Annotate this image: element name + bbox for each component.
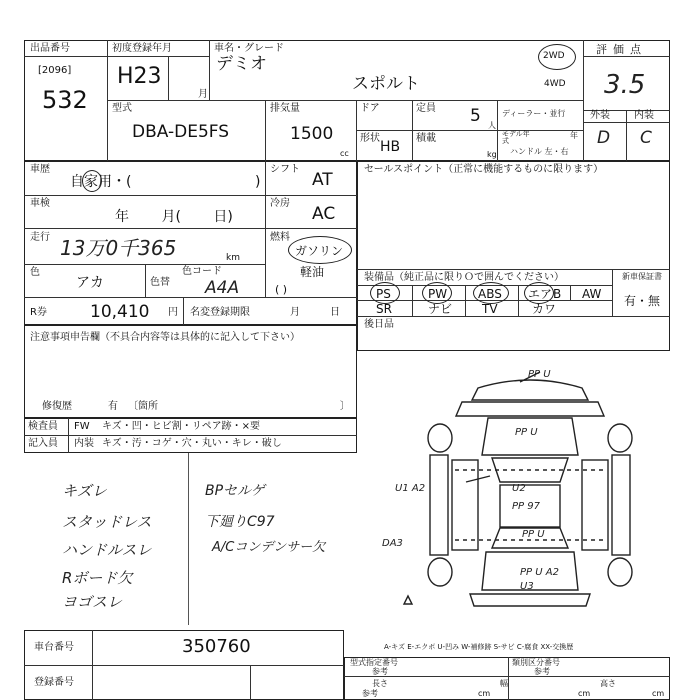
type-ref-label: 参考 xyxy=(372,667,388,676)
equipment-ps: PS xyxy=(376,287,391,301)
color-value: アカ xyxy=(76,275,104,291)
car-name-label: 車名・グレード xyxy=(214,43,284,54)
chassis-number: 350760 xyxy=(182,636,251,657)
drive-2wd: 2WD xyxy=(543,51,565,61)
equipment-aw: AW xyxy=(582,287,602,301)
model-code: DBA-DE5FS xyxy=(132,122,230,142)
ref-label-bottom: 参考 xyxy=(362,689,378,698)
equipment-b: B xyxy=(553,287,562,301)
note-right-1: BPセルゲ xyxy=(205,483,265,499)
fw-label: FW xyxy=(74,421,90,432)
model-year-label: モデル年式 xyxy=(502,130,530,145)
equipment-label: 装備品（純正品に限りＯで囲んでください） xyxy=(364,272,564,283)
shift-label: シフト xyxy=(270,164,300,175)
capacity-label: 定員 xyxy=(416,103,436,114)
note-left-1: キズレ xyxy=(62,482,107,500)
lot-code: [2096] xyxy=(38,65,72,76)
mileage-value: 13万0千365 xyxy=(60,236,177,260)
mileage-label: 走行 xyxy=(30,232,50,243)
first-reg-label: 初度登録年月 xyxy=(112,43,172,54)
repair-close: 〕 xyxy=(340,401,350,412)
dealer-label: ディーラー・並行 xyxy=(502,109,566,118)
note-left-4: Rボード欠 xyxy=(62,569,133,587)
color-no-label: 色替 xyxy=(150,277,170,288)
damage-legend: A-キズ E-エクボ U-凹み W-補修跡 S-サビ C-腐食 XX-交換歴 xyxy=(384,643,574,651)
km-unit: km xyxy=(226,253,240,263)
width-unit: cm xyxy=(578,689,591,698)
car-grade: スポルト xyxy=(352,74,420,94)
history-value: 自家用・( xyxy=(70,174,132,190)
registration-label: 登録番号 xyxy=(34,677,74,688)
equipment-navi: ナビ xyxy=(428,302,453,316)
category-label: 類別区分番号 xyxy=(512,658,560,667)
capacity-unit: 人 xyxy=(488,121,496,130)
model-year-unit: 年 xyxy=(570,131,578,140)
note-left-3: ハンドルスレ xyxy=(62,541,152,559)
load-label: 積載 xyxy=(416,133,436,144)
history-label: 車歴 xyxy=(30,164,50,175)
rating-score: 3.5 xyxy=(604,70,646,100)
ac-value: AC xyxy=(312,204,336,224)
color-label: 色 xyxy=(30,267,40,278)
post-date-label: 後日品 xyxy=(364,319,394,330)
mark-front: PP U xyxy=(528,369,551,380)
inspector-label: 検査員 xyxy=(28,421,58,432)
note-right-3: A/Cコンデンサー欠 xyxy=(212,540,326,555)
warranty-value: 有・無 xyxy=(624,294,661,308)
history-close-paren: ) xyxy=(255,174,261,190)
displacement-value: 1500 xyxy=(290,124,334,144)
color-code-value: A4A xyxy=(205,278,240,298)
equipment-tv: TV xyxy=(482,302,498,316)
entry-label: 記入員 xyxy=(28,438,58,449)
displacement-label: 排気量 xyxy=(270,103,300,114)
mark-roof-pp: PP 97 xyxy=(512,501,540,512)
recycle-label: R券 xyxy=(30,307,47,318)
transfer-day: 日 xyxy=(330,307,340,318)
model-label: 型式 xyxy=(112,103,132,114)
mark-roof-u2: U2 xyxy=(512,483,526,494)
fuel-label: 燃料 xyxy=(270,232,290,243)
fw-items: キズ・凹・ヒビ割・リペア跡・×要 xyxy=(102,421,260,432)
lot-number: 532 xyxy=(42,86,88,114)
recycle-amount: 10,410 xyxy=(90,302,150,322)
sales-point-label: セールスポイント（正常に機能するものに限ります） xyxy=(364,164,604,175)
note-left-2: スタッドレス xyxy=(62,513,152,531)
equipment-pw: PW xyxy=(428,287,448,301)
handle-label: ハンドル 左・右 xyxy=(510,147,569,156)
warranty-label: 新車保証書 xyxy=(622,272,662,281)
inspection-value: 年 月( 日) xyxy=(115,209,233,225)
mark-hood: PP U xyxy=(515,427,538,438)
kg-unit: kg xyxy=(487,150,497,159)
fuel-diesel: 軽油 xyxy=(300,265,325,279)
fuel-gas: ガソリン xyxy=(295,244,344,258)
equipment-leather: カワ xyxy=(532,302,557,316)
interior-label: 内装 xyxy=(634,110,654,121)
equipment-abs: ABS xyxy=(478,287,502,301)
transfer-label: 名変登録期限 xyxy=(190,307,250,318)
exterior-grade: D xyxy=(597,128,611,148)
note-left-5: ヨゴスレ xyxy=(62,593,123,611)
interior-check-label: 内装 xyxy=(74,438,94,449)
drive-4wd: 4WD xyxy=(544,79,566,89)
exterior-label: 外装 xyxy=(590,110,610,121)
transfer-month: 月 xyxy=(290,307,300,318)
cc-unit: cc xyxy=(340,149,349,158)
ac-label: 冷房 xyxy=(270,198,290,209)
first-reg-month-unit: 月 xyxy=(198,89,208,100)
color-code-label: 色コード xyxy=(182,266,222,277)
length-unit: cm xyxy=(478,689,491,698)
car-name: デミオ xyxy=(216,54,267,74)
mark-trunk: PP U A2 U3 xyxy=(520,567,559,592)
length-label: 長さ xyxy=(372,679,388,688)
equipment-sr: SR xyxy=(376,302,392,316)
repair-label: 修復歴 xyxy=(42,401,72,412)
height-label: 高さ xyxy=(600,679,616,688)
shift-value: AT xyxy=(312,170,333,190)
chassis-label: 車台番号 xyxy=(34,642,74,653)
mark-left-door: U1 A2 xyxy=(395,483,426,494)
first-reg-year: H23 xyxy=(117,64,162,89)
notes-label: 注意事項申告欄（不具合内容等は具体的に記入して下さい） xyxy=(30,332,300,343)
door-label: ドア xyxy=(360,103,380,114)
mark-rear-window: PP U xyxy=(522,529,545,540)
type-number-label: 型式指定番号 xyxy=(350,658,398,667)
mark-left-rear: DA3 xyxy=(382,538,403,549)
interior-items: キズ・汚・コゲ・穴・丸い・キレ・破し xyxy=(102,438,282,449)
yen-unit: 円 xyxy=(168,307,178,318)
shape-label: 形状 xyxy=(360,133,380,144)
repair-value: 有 xyxy=(108,401,118,412)
note-right-2: 下廻りC97 xyxy=(205,514,275,530)
repair-place: 〔箇所 xyxy=(128,401,158,412)
lot-label: 出品番号 xyxy=(30,43,70,54)
interior-grade: C xyxy=(640,128,652,148)
inspection-label: 車検 xyxy=(30,198,50,209)
height-unit: cm xyxy=(652,689,665,698)
fuel-paren: ( ) xyxy=(275,283,288,296)
width-label: 幅 xyxy=(500,679,508,688)
shape-value: HB xyxy=(380,139,401,155)
capacity-value: 5 xyxy=(470,106,481,126)
rating-label: 評価点 xyxy=(596,43,647,56)
category-ref-label: 参考 xyxy=(534,667,550,676)
equipment-air: エア xyxy=(528,287,553,301)
